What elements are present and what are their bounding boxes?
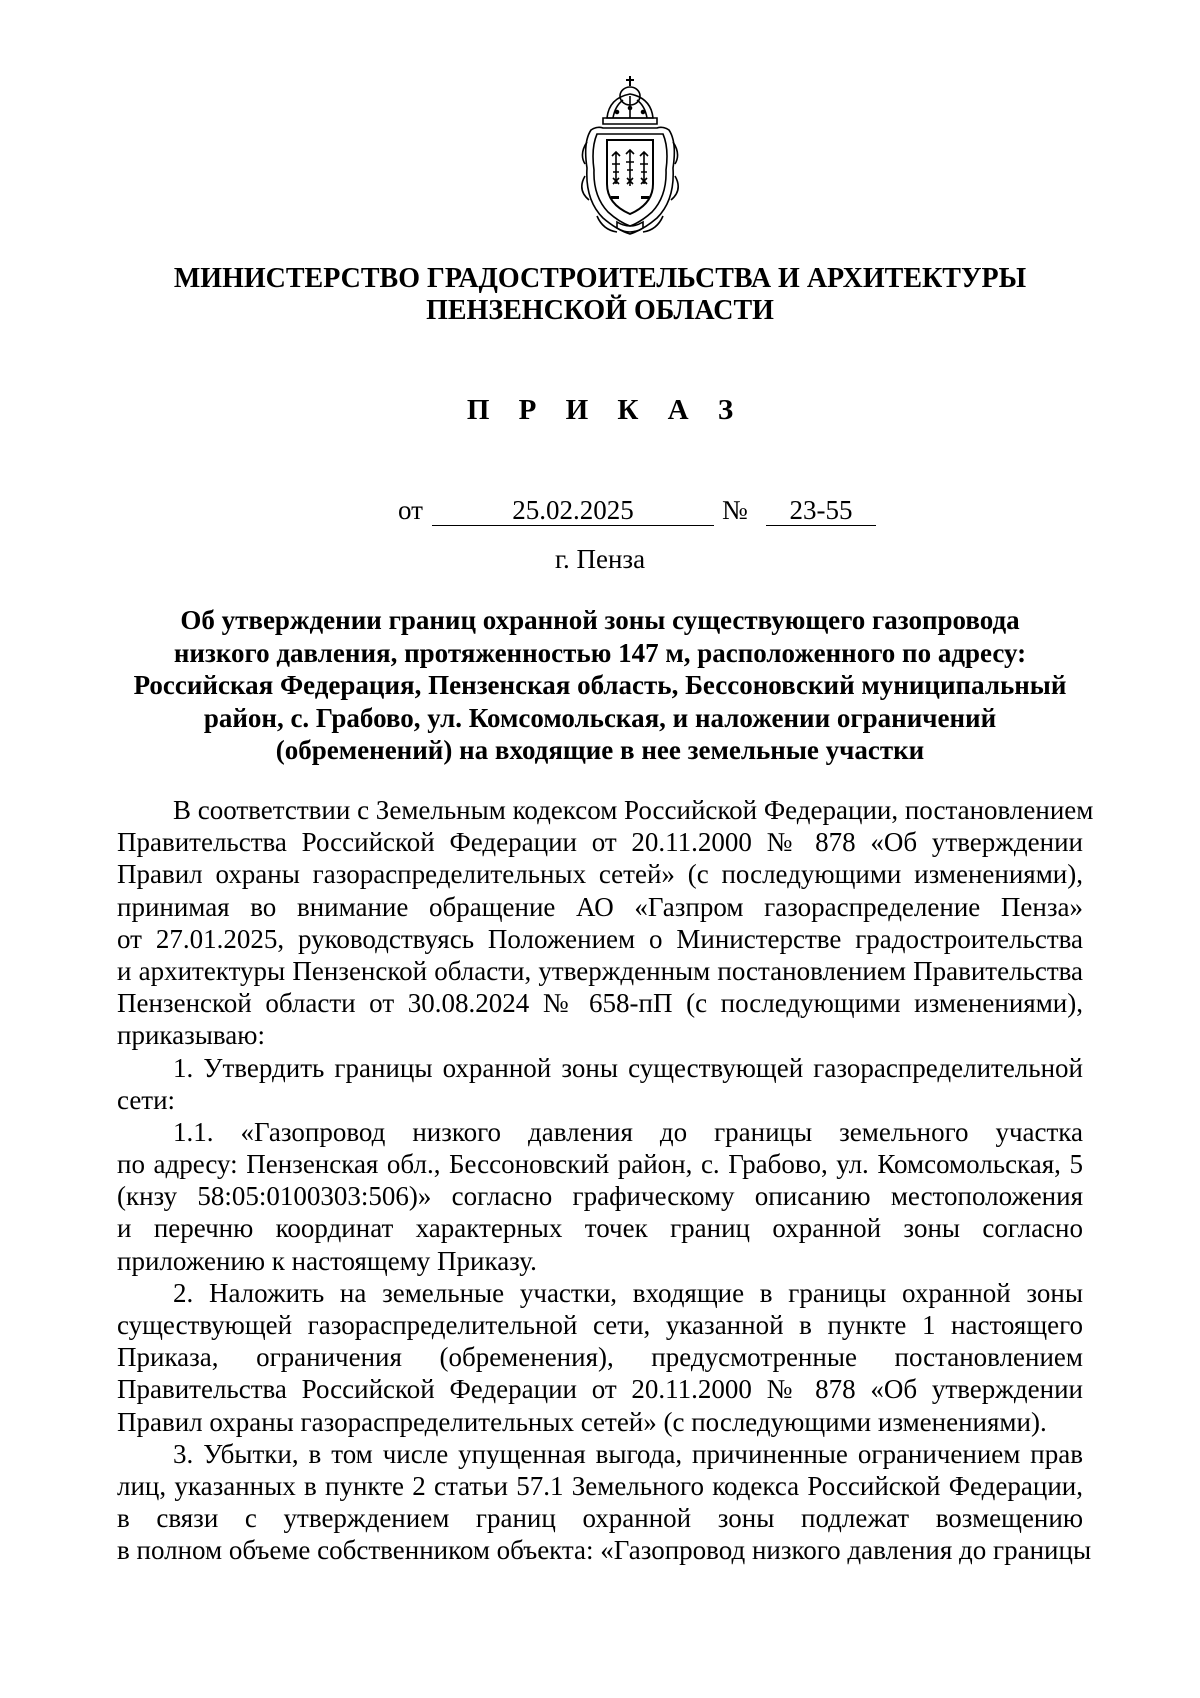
body-line: 1. Утвердить границы охранной зоны существующей газораспределительной (173, 1052, 1083, 1083)
body-line: Правил охраны газораспределительных сетей» (с последующими изменениями), (117, 859, 1083, 890)
city-line: г. Пенза (554, 544, 646, 574)
subject-heading (118, 604, 1082, 767)
body-line: в связи с утверждением границ охранной зоны подлежат возмещению (117, 1503, 1083, 1534)
body-line: 3. Убытки, в том числе упущенная выгода, причиненные ограничением прав (173, 1438, 1083, 1469)
body-line: Правил охраны газораспределительных сетей» (с последующими изменениями). (117, 1406, 1047, 1437)
body-line: приказываю: (117, 1020, 265, 1051)
body-text (117, 795, 1094, 1568)
ministry-line-1: МИНИСТЕРСТВО ГРАДОСТРОИТЕЛЬСТВА И АРХИТЕКТУРЫ (173, 263, 1027, 294)
body-line: 1.1. «Газопровод низкого давления до границы земельного участка (173, 1116, 1083, 1147)
subject-line: Российская Федерация, Пензенская область, Бессоновский муниципальный (133, 670, 1067, 700)
body-line: Пензенской области от 30.08.2024 № 658-пП (с последующими изменениями), (117, 988, 1083, 1019)
body-line: (кнзу 58:05:0100303:506)» согласно графическому описанию местоположения (117, 1181, 1083, 1212)
date-prefix: от (398, 495, 423, 525)
body-line: 2. Наложить на земельные участки, входящие в границы охранной зоны (173, 1277, 1083, 1308)
coat-of-arms-icon (573, 72, 687, 238)
body-line: Приказа, ограничения (обременения), предусмотренные постановлением (117, 1342, 1083, 1373)
body-line: Правительства Российской Федерации от 20.11.2000 № 878 «Об утверждении (117, 1374, 1083, 1405)
body-line: Правительства Российской Федерации от 20.11.2000 № 878 «Об утверждении (117, 827, 1083, 858)
subject-line: низкого давления, протяженностью 147 м, расположенного по адресу: (173, 637, 1027, 668)
body-line: в полном объеме собственником объекта: «Газопровод низкого давления до границы (117, 1535, 1092, 1566)
subject-line: район, с. Грабово, ул. Комсомольская, и наложении ограничений (203, 702, 997, 733)
body-line: приложению к настоящему Приказу. (117, 1245, 537, 1276)
subject-line: Об утверждении границ охранной зоны существующего газопровода (180, 605, 1020, 635)
body-line: сети: (117, 1084, 176, 1115)
body-line: и перечню координат характерных точек границ охранной зоны согласно (117, 1213, 1083, 1244)
document-number: 23-55 (766, 495, 876, 526)
subject-line: (обременений) на входящие в нее земельные участки (275, 735, 925, 765)
body-line: лиц, указанных в пункте 2 статьи 57.1 Земельного кодекса Российской Федерации, (117, 1470, 1083, 1501)
ministry-line-2: ПЕНЗЕНСКОЙ ОБЛАСТИ (426, 295, 774, 326)
ministry-name (0, 263, 1200, 327)
body-line: существующей газораспределительной сети, указанной в пункте 1 настоящего (117, 1310, 1083, 1340)
document-type-title: П Р И К А З (466, 394, 745, 426)
document-date: 25.02.2025 (432, 495, 714, 526)
body-line: и архитектуры Пензенской области, утвержденным постановлением Правительства (117, 955, 1083, 986)
body-line: по адресу: Пензенская обл., Бессоновский район, с. Грабово, ул. Комсомольская, 5 (117, 1149, 1083, 1180)
body-line: В соответствии с Земельным кодексом Российской Федерации, постановлением (173, 795, 1094, 825)
date-number-line (398, 495, 878, 529)
number-prefix: № (722, 495, 748, 525)
body-line: принимая во внимание обращение АО «Газпром газораспределение Пенза» (117, 891, 1083, 922)
body-line: от 27.01.2025, руководствуясь Положением о Министерстве градостроительства (117, 923, 1083, 954)
